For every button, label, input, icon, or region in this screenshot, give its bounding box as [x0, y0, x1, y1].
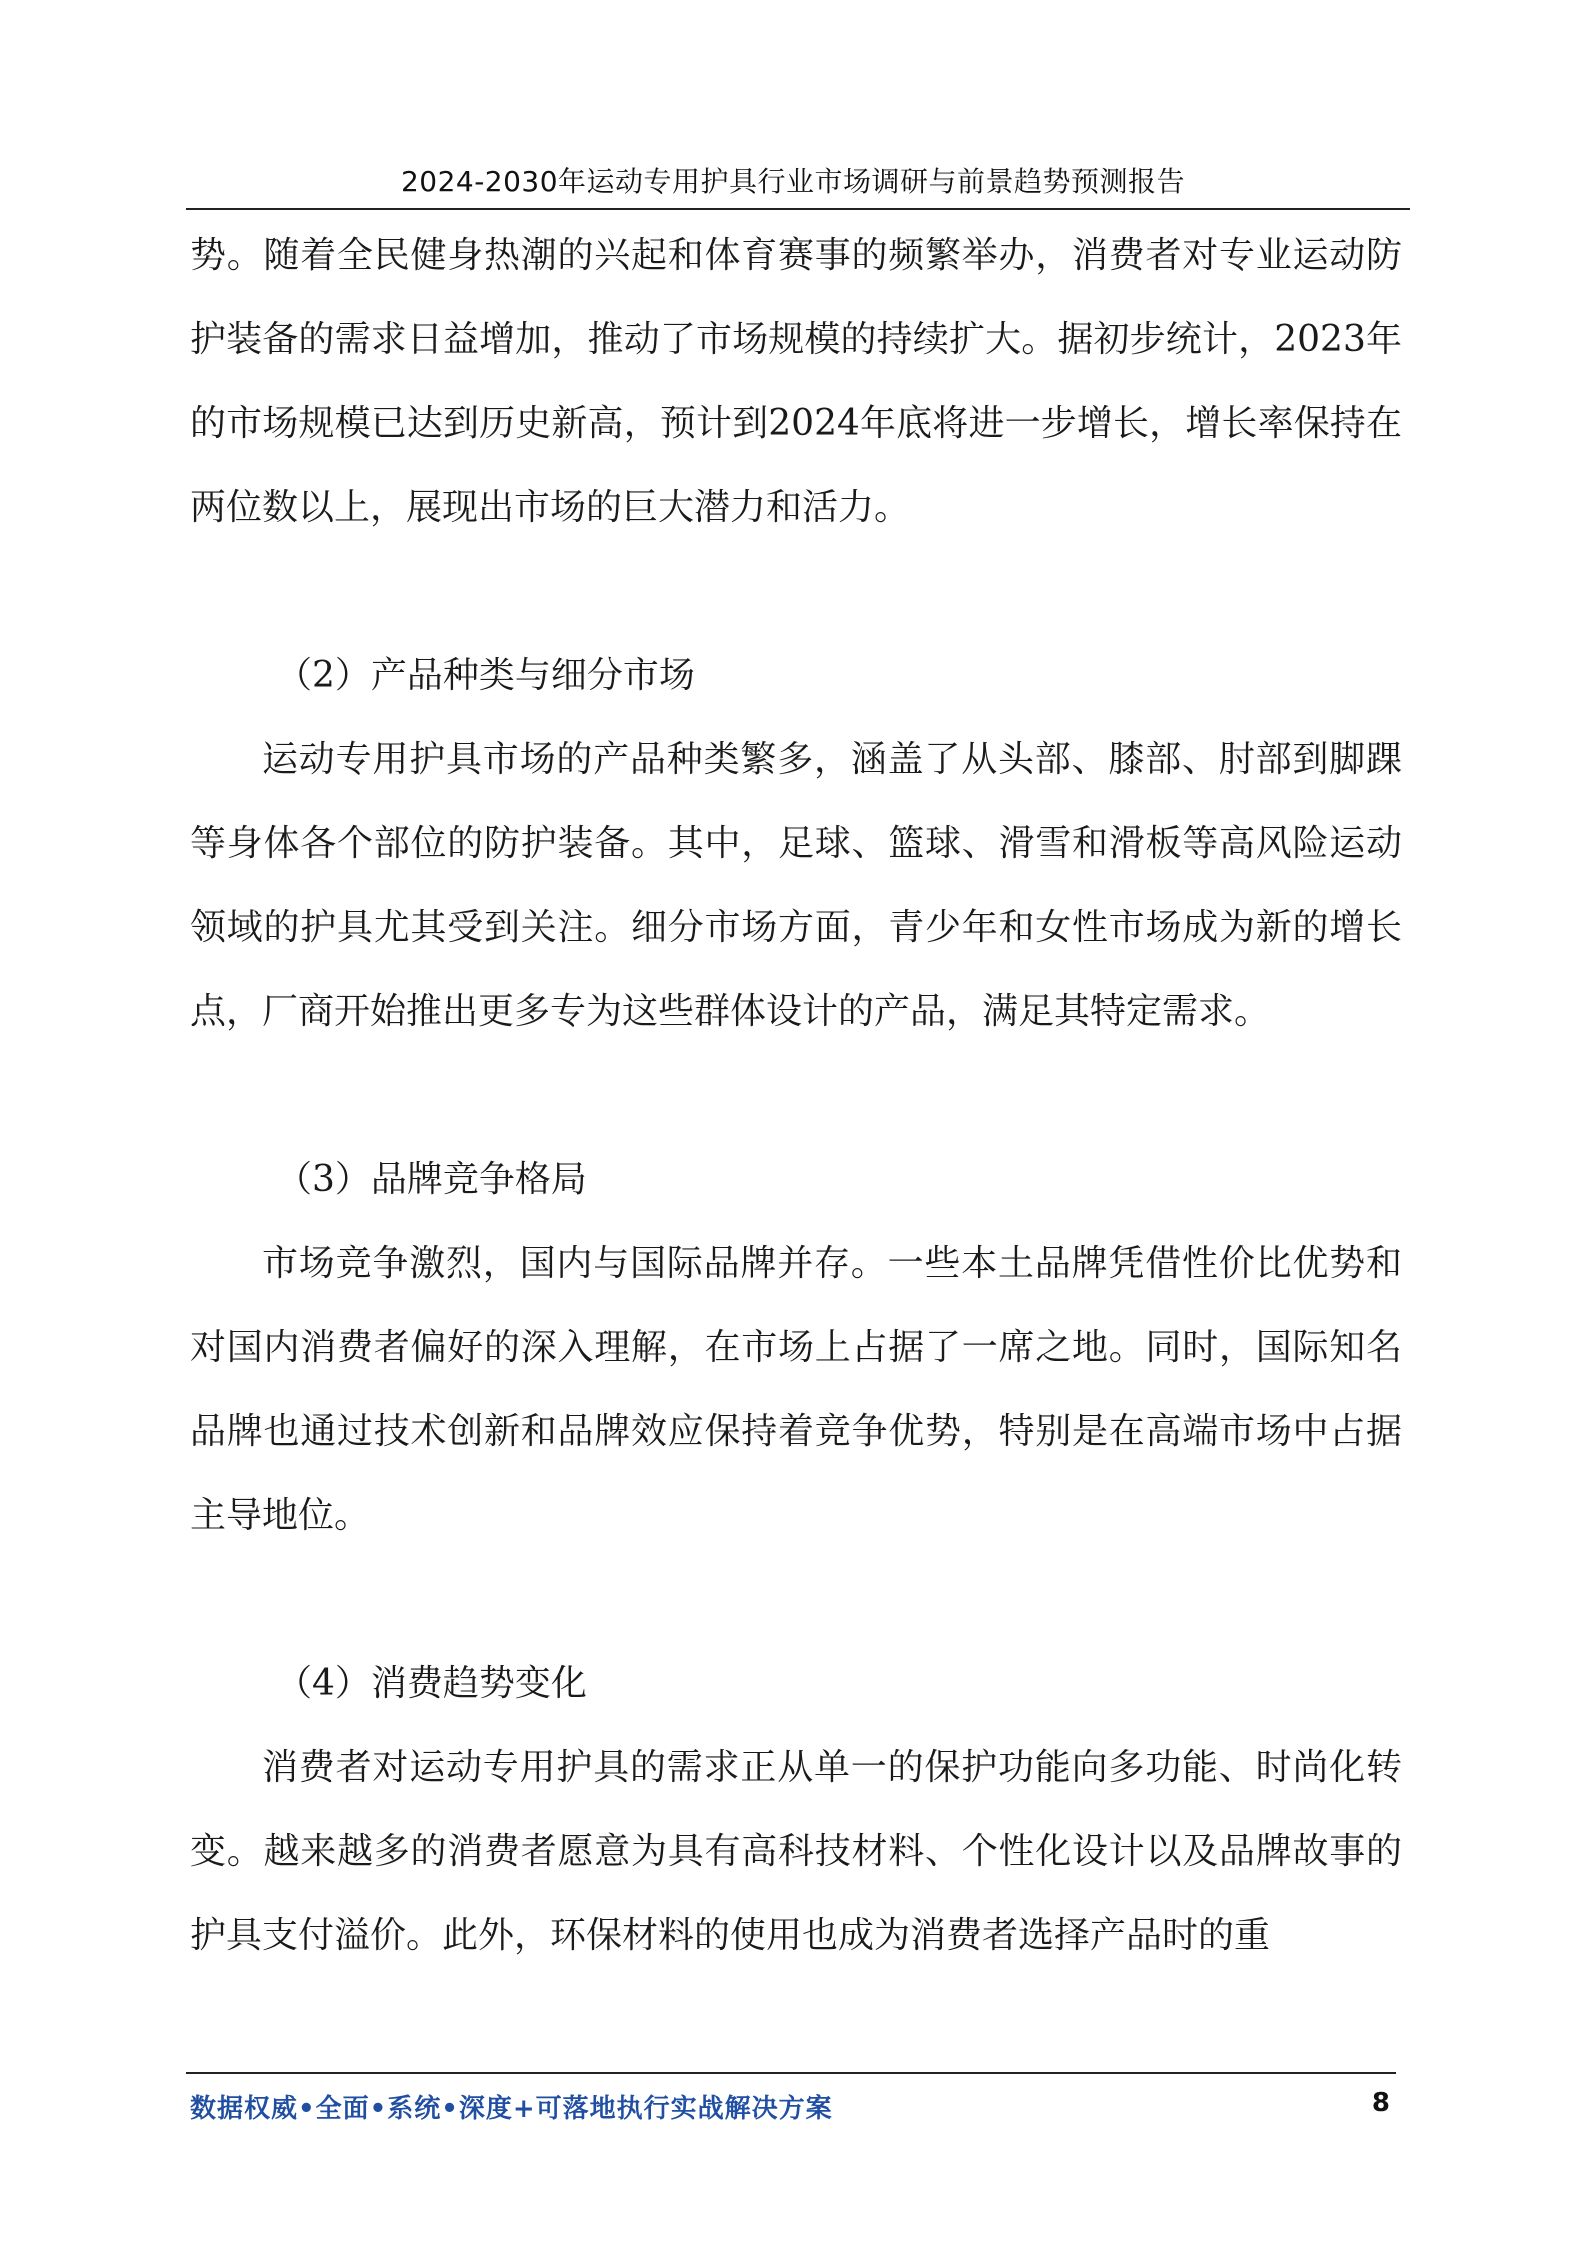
footer-divider	[186, 2072, 1396, 2074]
page-body	[190, 214, 1402, 1978]
footer-slogan: 数据权威•全面•系统•深度+可落地执行实战解决方案	[190, 2094, 833, 2124]
section-heading-consumer-trends: （4）消费趋势变化	[276, 1663, 587, 1704]
section-paragraph-brand-competition: 市场竞争激烈，国内与国际品牌并存。一些本土品牌凭借性价比优势和对国内消费者偏好的深入理解，在市场上占据了一席之地。同时，国际知名品牌也通过技术创新和品牌效应保持着竞争优势，特别是在高端市场中占据主导地位。	[190, 1243, 1402, 1536]
section-spacer	[190, 1054, 1402, 1138]
section-heading-brand-competition: （3）品牌竞争格局	[276, 1159, 587, 1200]
running-header-title: 2024-2030年运动专用护具行业市场调研与前景趋势预测报告	[400, 165, 1186, 198]
section-paragraph-product-types: 运动专用护具市场的产品种类繁多，涵盖了从头部、膝部、肘部到脚踝等身体各个部位的防护装备。其中，足球、篮球、滑雪和滑板等高风险运动领域的护具尤其受到关注。细分市场方面，青少年和女性市场成为新的增长点，厂商开始推出更多专为这些群体设计的产品，满足其特定需求。	[190, 739, 1402, 1032]
section-heading-product-types: （2）产品种类与细分市场	[276, 655, 695, 696]
section-spacer	[190, 550, 1402, 634]
section-paragraph-consumer-trends: 消费者对运动专用护具的需求正从单一的保护功能向多功能、时尚化转变。越来越多的消费者愿意为具有高科技材料、个性化设计以及品牌故事的护具支付溢价。此外，环保材料的使用也成为消费者选择产品时的重	[190, 1747, 1402, 1956]
intro-paragraph: 势。随着全民健身热潮的兴起和体育赛事的频繁举办，消费者对专业运动防护装备的需求日益增加，推动了市场规模的持续扩大。据初步统计，2023年的市场规模已达到历史新高，预计到2024年底将进一步增长，增长率保持在两位数以上，展现出市场的巨大潜力和活力。	[190, 235, 1402, 528]
header-divider	[186, 208, 1410, 210]
section-spacer	[190, 1558, 1402, 1642]
page-number: 8	[1371, 2088, 1390, 2118]
